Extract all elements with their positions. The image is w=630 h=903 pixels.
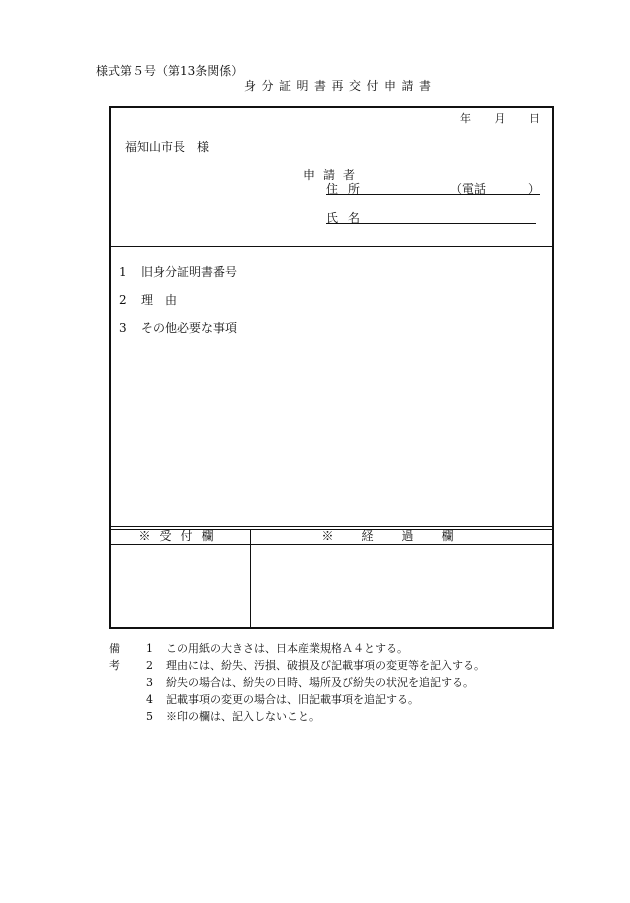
note-number: 2 — [146, 659, 153, 672]
note-text: 理由には、紛失、汚損、破損及び記載事項の変更等を記入する。 — [166, 659, 485, 672]
notes-list — [146, 640, 485, 725]
date-day-label: 日 — [529, 112, 540, 125]
phone-label: （電話 — [450, 182, 487, 196]
item-other-matters[interactable] — [119, 319, 237, 336]
item-reason[interactable] — [119, 291, 177, 308]
item-label: その他必要な事項 — [141, 321, 238, 335]
item-old-id-number[interactable] — [119, 263, 237, 280]
note-text: 記載事項の変更の場合は、旧記載事項を追記する。 — [166, 693, 419, 706]
item-label: 理 由 — [141, 293, 178, 307]
item-number: 1 — [119, 265, 127, 279]
notes-label: 備考 — [109, 642, 120, 672]
date-month-label: 月 — [494, 112, 506, 125]
note-text: この用紙の大きさは、日本産業規格Ａ４とする。 — [166, 642, 408, 655]
address-field[interactable] — [326, 180, 540, 195]
receipt-column-header: ※受付欄 — [138, 529, 223, 543]
addressee-name: 福知山市長 — [125, 140, 186, 154]
note-item — [146, 674, 485, 691]
date-line — [440, 110, 540, 126]
progress-cell — [251, 545, 552, 627]
note-text: ※印の欄は、記入しないこと。 — [166, 710, 320, 723]
phone-close-paren: ） — [527, 182, 540, 196]
applicant-heading: 申請者 — [303, 168, 364, 182]
item-number: 3 — [119, 321, 127, 335]
receipt-cell — [111, 545, 250, 627]
address-label: 住所 — [326, 182, 371, 196]
note-item — [146, 708, 485, 725]
note-number: 1 — [146, 642, 153, 655]
name-field[interactable] — [326, 209, 536, 224]
item-number: 2 — [119, 293, 127, 307]
addressee — [125, 138, 209, 155]
form-title: 身分証明書再交付申請書 — [244, 79, 437, 93]
name-label: 氏名 — [326, 211, 371, 225]
progress-column-header: ※経過欄 — [321, 529, 482, 543]
note-number: 4 — [146, 693, 153, 706]
item-label: 旧身分証明書番号 — [141, 265, 238, 279]
office-section-double-line — [111, 526, 552, 527]
note-item — [146, 691, 485, 708]
form-number: 様式第５号（第13条関係） — [96, 64, 244, 78]
section-divider — [111, 246, 552, 247]
date-year-label: 年 — [460, 112, 471, 125]
application-form-box — [109, 106, 554, 629]
note-text: 紛失の場合は、紛失の日時、場所及び紛失の状況を追記する。 — [166, 676, 474, 689]
note-item — [146, 657, 485, 674]
note-item — [146, 640, 485, 657]
note-number: 5 — [146, 710, 153, 723]
note-number: 3 — [146, 676, 153, 689]
addressee-honorific: 様 — [197, 140, 210, 154]
